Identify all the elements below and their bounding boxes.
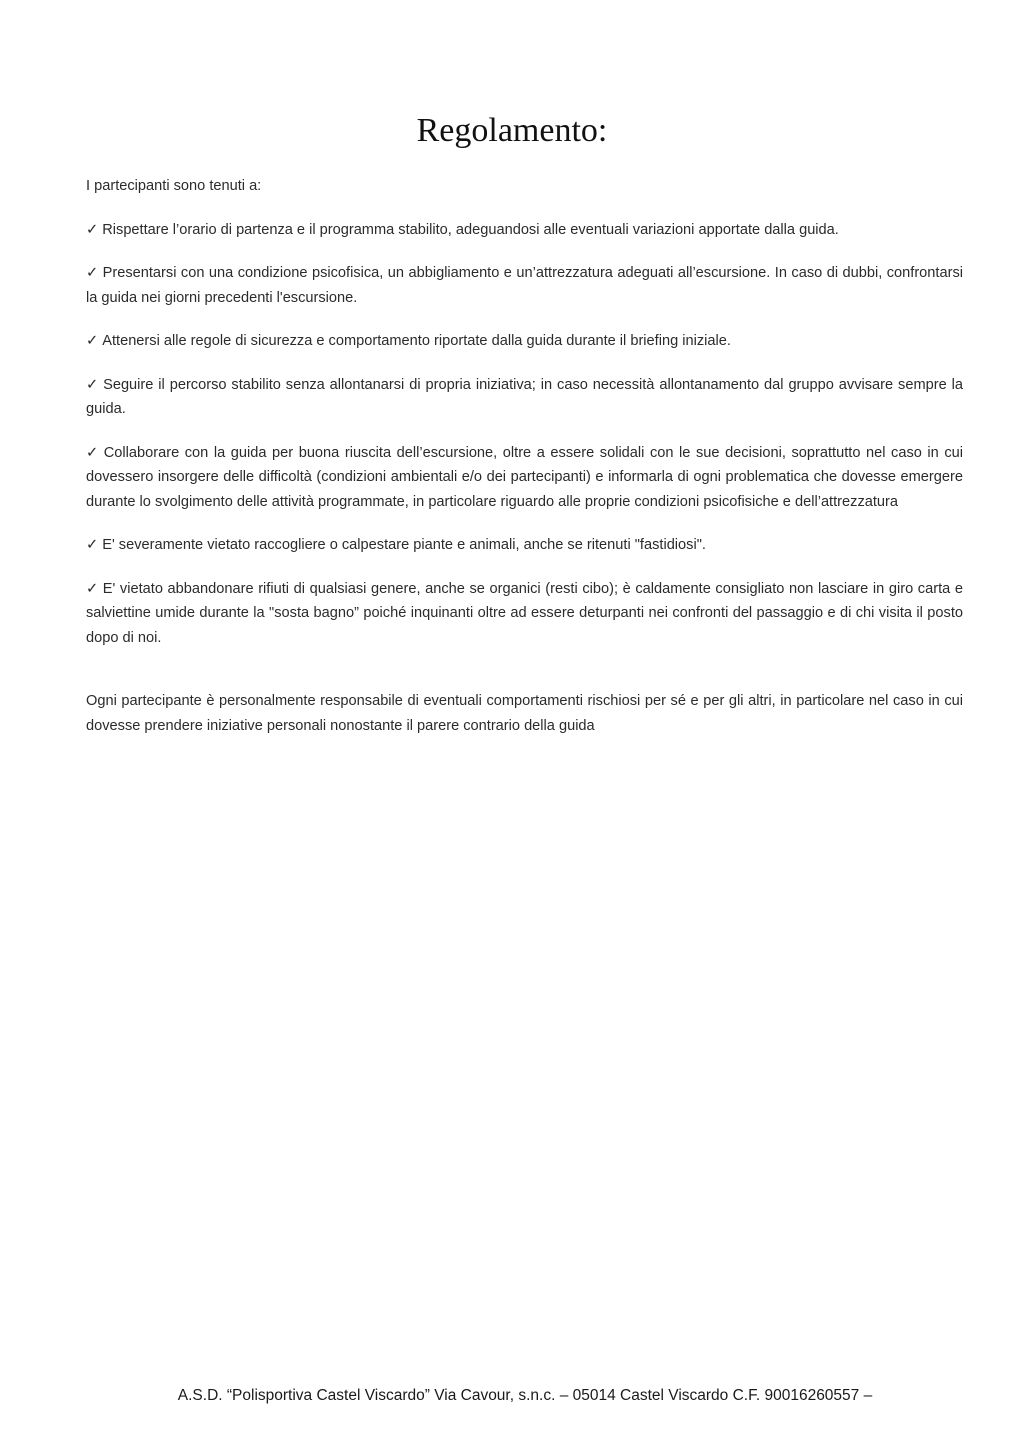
rule-text: Rispettare l’orario di partenza e il programma stabilito, adeguandosi alle eventuali variazioni apportate dalla guida.: [102, 221, 839, 238]
check-icon: ✓: [86, 376, 100, 393]
rule-text: E' vietato abbandonare rifiuti di qualsiasi genere, anche se organici (resti cibo); è caldamente consigliato non lasciare in giro carta e salviettine umide durante la "sosta bagno” poiché inquinanti oltre ad essere deturpanti nei confronti del passaggio e di chi visita il posto dopo di noi.: [86, 580, 963, 646]
responsibility-note: Ogni partecipante è personalmente responsabile di eventuali comportamenti rischiosi per sé e per gli altri, in particolare nel caso in cui dovesse prendere iniziative personali nonostante il parere contrario della guida: [86, 693, 963, 734]
rule-item: [86, 577, 963, 651]
page-title: Regolamento:: [416, 112, 608, 149]
rule-text: Presentarsi con una condizione psicofisica, un abbigliamento e un’attrezzatura adeguati all’escursione. In caso di dubbi, confrontarsi la guida nei giorni precedenti l'escursione.: [86, 265, 963, 306]
rule-item: [86, 261, 963, 310]
check-icon: ✓: [86, 265, 99, 281]
check-icon: ✓: [86, 580, 99, 597]
rule-item: [86, 218, 963, 243]
rule-text: Attenersi alle regole di sicurezza e comportamento riportate dalla guida durante il briefing iniziale.: [102, 333, 731, 349]
check-icon: ✓: [86, 537, 99, 553]
rule-item: [86, 441, 963, 515]
check-icon: ✓: [86, 333, 99, 349]
check-icon: ✓: [86, 444, 100, 461]
rule-item: [86, 373, 963, 422]
page-footer: A.S.D. “Polisportiva Castel Viscardo” Via Cavour, s.n.c. – 05014 Castel Viscardo C.F. 90016260557 –: [177, 1387, 873, 1404]
rule-item: [86, 329, 963, 354]
rule-item: [86, 533, 963, 558]
check-icon: ✓: [86, 221, 99, 238]
rule-text: Collaborare con la guida per buona riuscita dell’escursione, oltre a essere solidali con le sue decisioni, soprattutto nel caso in cui dovessero insorgere delle difficoltà (condizioni ambientali e/o dei partecipanti) e informarla di ogni problematica che dovesse emergere durante lo svolgimento delle attività programmate, in particolare riguardo alle proprie condizioni psicofisiche e dell’attrezzatura: [86, 444, 964, 510]
rule-text: Seguire il percorso stabilito senza allontanarsi di propria iniziativa; in caso necessità allontanamento dal gruppo avvisare sempre la guida.: [86, 376, 963, 417]
rule-text: E' severamente vietato raccogliere o calpestare piante e animali, anche se ritenuti "fastidiosi".: [102, 537, 706, 553]
intro-text: I partecipanti sono tenuti a:: [86, 178, 262, 194]
document-body: [86, 174, 963, 738]
